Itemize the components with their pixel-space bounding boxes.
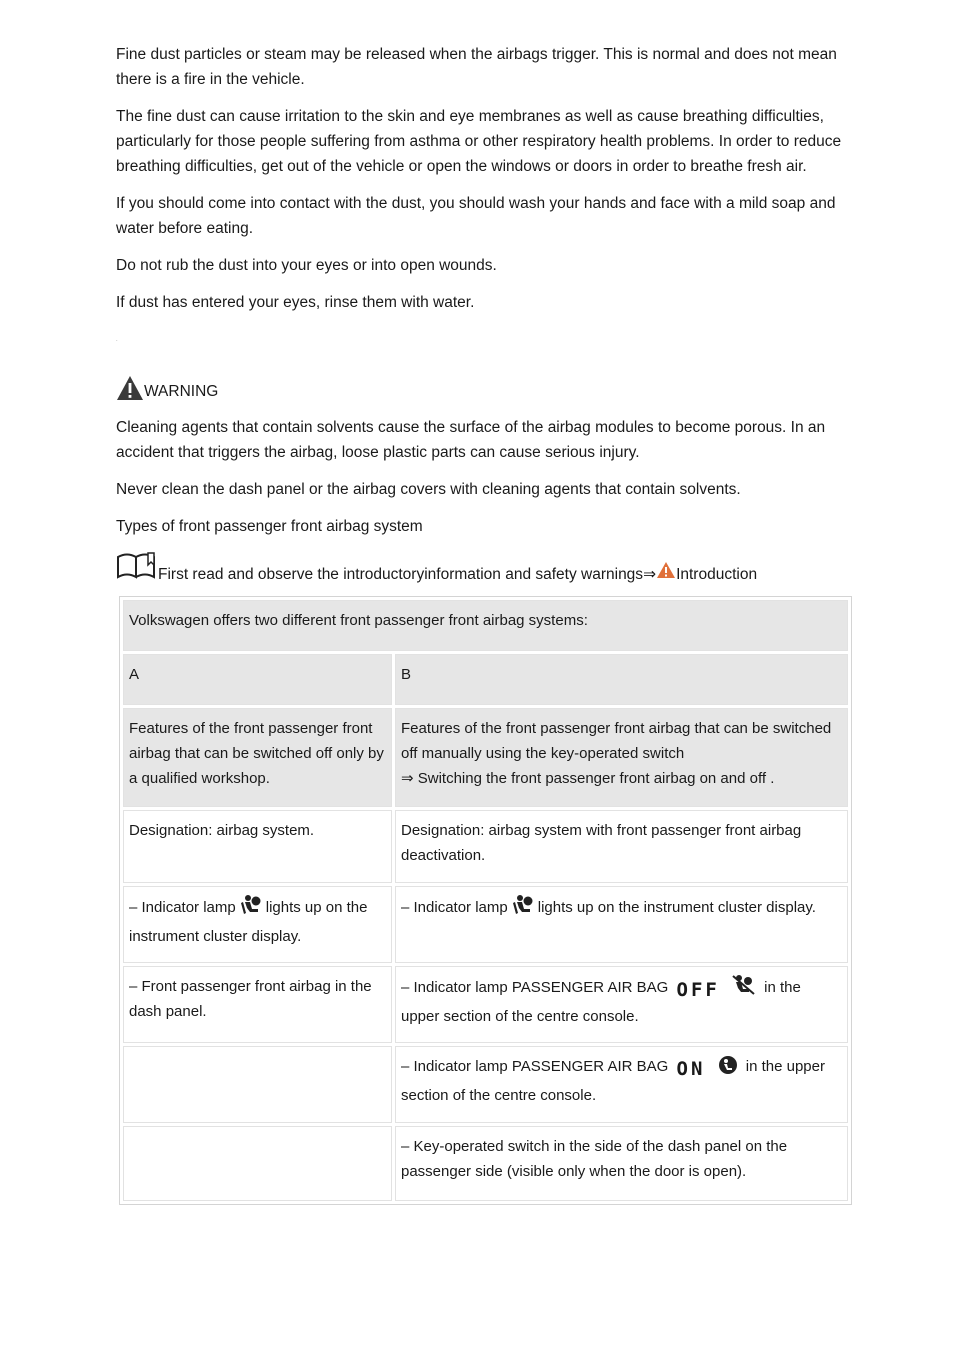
note-arrow: ⇒: [643, 566, 657, 583]
note-text: First read and observe the introductoryinformation and safety warnings: [158, 566, 644, 583]
features-b-arrow: ⇒: [401, 770, 414, 787]
paragraph-no-rub: Do not rub the dust into your eyes or into open wounds.: [116, 257, 497, 274]
on-lamp-b-cell: [395, 1046, 848, 1123]
table-row: [123, 1126, 848, 1201]
table-header-row: [123, 654, 848, 705]
warning-heading: [116, 375, 856, 401]
table-row: [123, 966, 848, 1043]
warning-label: WARNING: [144, 383, 219, 400]
airbag-on-circle-icon: [718, 1055, 738, 1083]
empty-cell: [123, 1046, 392, 1123]
introduction-link[interactable]: Introduction: [676, 566, 758, 583]
paragraph-irritation: The fine dust can cause irritation to the skin and eye membranes as well as cause breathing difficulties, particularly for those people suffering from asthma or other respiratory health problems. In order to reduce breathing difficulties, get out of the vehicle or open the windows or doors in order to breathe fresh air.: [116, 108, 842, 175]
lamp-a-post: lights up on the instrument cluster display.: [129, 899, 368, 945]
table-row: [123, 886, 848, 963]
front-airbag-a-cell: – Front passenger front airbag in the dash panel.: [123, 966, 392, 1043]
off-lamp-post: in the upper section of the centre console.: [401, 979, 801, 1025]
column-a-header: A: [123, 654, 392, 705]
table-row: [123, 810, 848, 883]
note-line: [116, 551, 856, 586]
column-b-header: B: [395, 654, 848, 705]
paragraph-wash: If you should come into contact with the dust, you should wash your hands and face with a mild soap and water before eating.: [116, 195, 836, 237]
orange-warning-icon: [656, 561, 676, 586]
off-text-icon: OFF: [676, 979, 720, 1001]
paragraph-rinse: If dust has entered your eyes, rinse them with water.: [116, 294, 475, 311]
spacer: .: [116, 337, 118, 343]
indicator-lamp-b-cell: [395, 886, 848, 963]
lamp-b-pre: – Indicator lamp: [401, 899, 508, 916]
indicator-lamp-a-cell: [123, 886, 392, 963]
features-a-cell: Features of the front passenger front airbag that can be switched off only by a qualified workshop.: [123, 708, 392, 807]
off-lamp-b-cell: [395, 966, 848, 1043]
warning-paragraph-porous: Cleaning agents that contain solvents cause the surface of the airbag modules to become porous. In an accident that triggers the airbag, loose plastic parts can cause serious injury.: [116, 419, 826, 461]
on-text-icon: ON: [676, 1058, 706, 1080]
designation-a-cell: Designation: airbag system.: [123, 810, 392, 883]
empty-cell: [123, 1126, 392, 1201]
on-lamp-post: in the upper section of the centre console.: [401, 1058, 825, 1104]
key-switch-b-cell: – Key-operated switch in the side of the dash panel on the passenger side (visible only when the door is open).: [395, 1126, 848, 1201]
table-row: [123, 1046, 848, 1123]
features-b-cell: [395, 708, 848, 807]
airbag-off-crossed-icon: [732, 974, 756, 1004]
airbag-systems-table: [119, 596, 852, 1205]
warning-paragraph-never-clean: Never clean the dash panel or the airbag covers with cleaning agents that contain solvents.: [116, 481, 741, 498]
lamp-b-post: lights up on the instrument cluster display.: [537, 899, 816, 916]
airbag-seat-icon: [240, 894, 262, 924]
airbag-seat-icon: [512, 894, 534, 924]
designation-b-cell: Designation: airbag system with front passenger front airbag deactivation.: [395, 810, 848, 883]
table-caption: Volkswagen offers two different front passenger front airbag systems:: [123, 600, 848, 651]
features-b-text: Features of the front passenger front airbag that can be switched off manually using the key-operated switch: [401, 720, 832, 762]
on-lamp-pre: – Indicator lamp PASSENGER AIR BAG: [401, 1058, 669, 1075]
switching-airbag-link[interactable]: Switching the front passenger front airbag on and off .: [417, 770, 775, 787]
document-page: [116, 42, 856, 1205]
off-lamp-pre: – Indicator lamp PASSENGER AIR BAG: [401, 979, 669, 996]
section-title: Types of front passenger front airbag system: [116, 518, 423, 535]
open-book-icon: [116, 551, 158, 586]
warning-triangle-icon: [116, 375, 144, 401]
lamp-a-pre: – Indicator lamp: [129, 899, 236, 916]
table-row: [123, 708, 848, 807]
paragraph-fine-dust: Fine dust particles or steam may be released when the airbags trigger. This is normal and does not mean there is a fire in the vehicle.: [116, 46, 837, 88]
table-caption-row: [123, 600, 848, 651]
